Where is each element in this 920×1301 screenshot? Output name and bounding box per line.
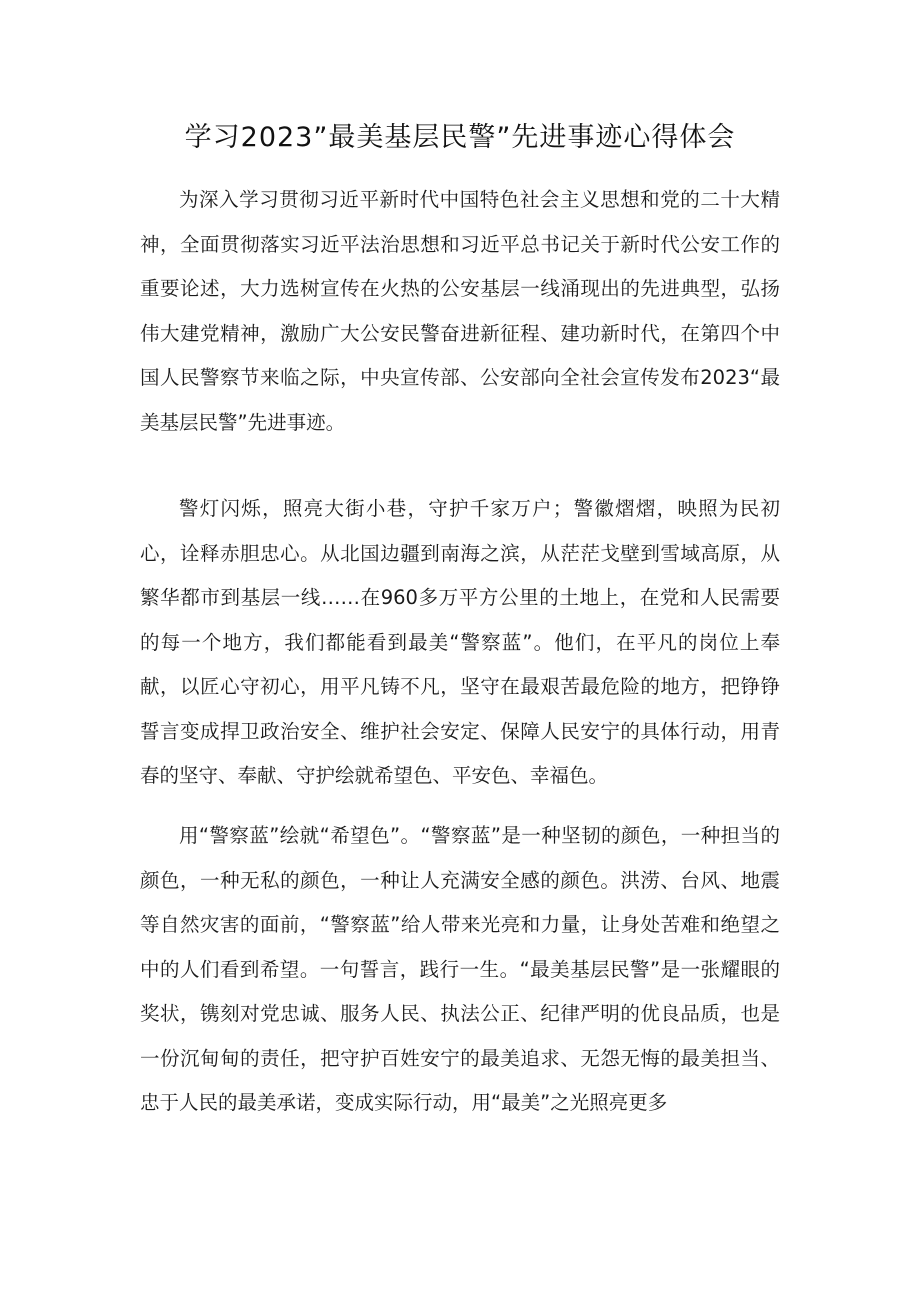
paragraph-intro: 为深入学习贯彻习近平新时代中国特色社会主义思想和党的二十大精神，全面贯彻落实习近平法治思想和习近平总书记关于新时代公安工作的重要论述，大力选树宣传在火热的公安基层一线涌现出的先进典型，弘扬伟大建党精神，激励广大公安民警奋进新征程、建功新时代，在第四个中国人民警察节来临之际，中央宣传部、公安部向全社会宣传发布2023“最美基层民警”先进事迹。 (140, 188, 780, 434)
paragraph-police-blue: 用“警察蓝”绘就“希望色”。“警察蓝”是一种坚韧的颜色，一种担当的颜色，一种无私的颜色，一种让人充满安全感的颜色。洪涝、台风、地震等自然灾害的面前，“警察蓝”给人带来光亮和力量，让身处苦难和绝望之中的人们看到希望。一句誓言，践行一生。“最美基层民警”是一张耀眼的奖状，镌刻对党忠诚、服务人民、执法公正、纪律严明的优良品质，也是一份沉甸甸的责任，把守护百姓安宁的最美追求、无怨无悔的最美担当、忠于人民的最美承诺，变成实际行动，用“最美”之光照亮更多 (140, 824, 780, 1114)
document-title: 学习2023”最美基层民警”先进事迹心得体会 (184, 122, 736, 153)
paragraph-police-light: 警灯闪烁，照亮大街小巷，守护千家万户；警徽熠熠，映照为民初心，诠释赤胆忠心。从北国边疆到南海之滨，从茫茫戈壁到雪域高原，从繁华都市到基层一线……在960多万平方公里的土地上，在党和人民需要的每一个地方，我们都能看到最美“警察蓝”。他们，在平凡的岗位上奉献，以匠心守初心，用平凡铸不凡，坚守在最艰苦最危险的地方，把铮铮誓言变成捍卫政治安全、维护社会安定、保障人民安宁的具体行动，用青春的坚守、奉献、守护绘就希望色、平安色、幸福色。 (140, 497, 780, 787)
